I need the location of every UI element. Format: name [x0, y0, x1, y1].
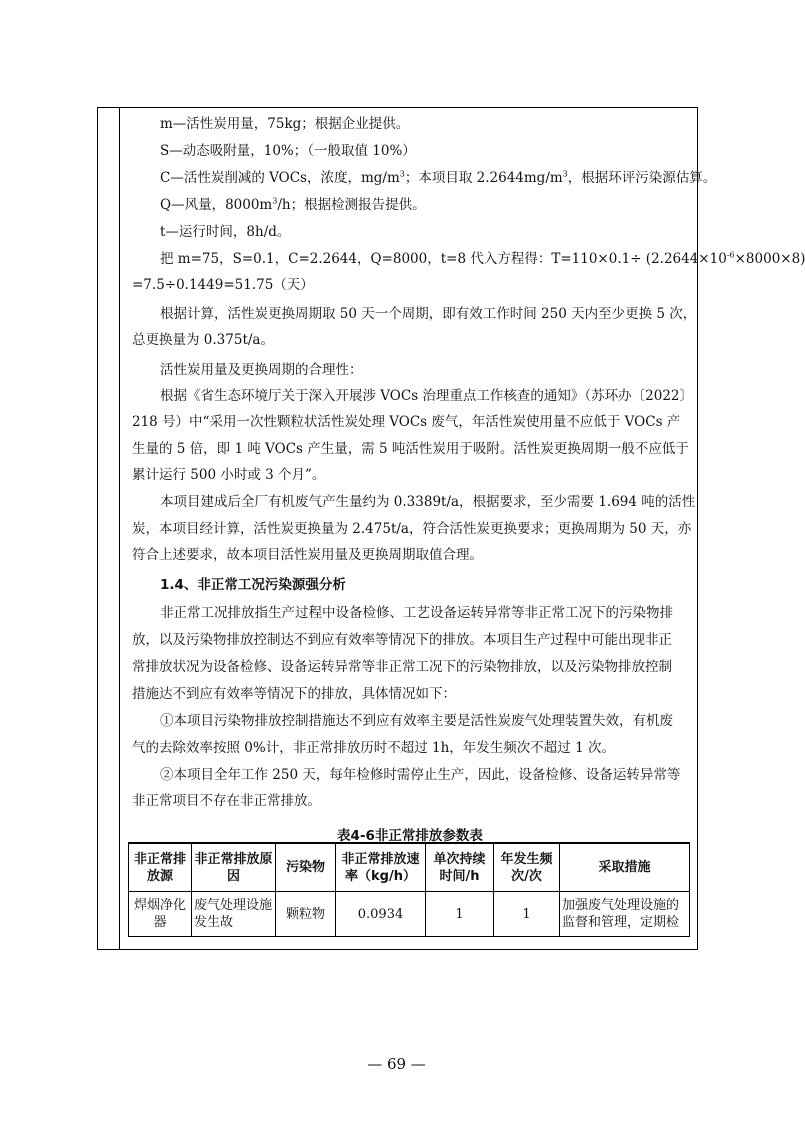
cell-source: 焊烟净化器	[129, 892, 192, 937]
para-line-5: t—运行时间，8h/d。	[160, 224, 291, 240]
para-line-4	[160, 197, 426, 213]
para-line-2: S—动态吸附量，10%；（一般取值 10%）	[160, 143, 416, 159]
header-duration: 单次持续时间/h	[426, 843, 494, 892]
text-fragment: 把 m=75，S=0.1，C=2.2644，Q=8000，t=8 代入方程得：T=110×0.1÷ (2.2644×10	[160, 251, 727, 267]
para-line-16: 炭，本项目经计算，活性炭更换量为 2.475t/a，符合活性炭更换要求；更换周期为 50 天，亦	[132, 521, 692, 537]
superscript: 3	[562, 169, 568, 179]
cell-reason: 废气处理设施发生故	[192, 892, 276, 937]
text-fragment: ；本项目取 2.2644mg/m	[404, 170, 563, 186]
header-reason: 非正常排放原因	[192, 843, 276, 892]
para-line-8: 根据计算，活性炭更换周期取 50 天一个周期，即有效工作时间 250 天内至少更换 5 次，	[160, 306, 697, 322]
text-fragment: /h；根据检测报告提供。	[277, 197, 426, 213]
para-line-24: ②本项目全年工作 250 天，每年检修时需停止生产，因此，设备检修、设备运转异常等	[160, 767, 681, 783]
header-measure: 采取措施	[560, 843, 690, 892]
para-line-25: 非正常项目不存在非正常排放。	[132, 793, 321, 809]
cell-frequency: 1	[494, 892, 560, 937]
table-header-row	[129, 843, 690, 892]
header-rate: 非正常排放速率（kg/h）	[336, 843, 426, 892]
para-line-17: 符合上述要求，故本项目活性炭用量及更换周期取值合理。	[132, 547, 483, 563]
table-caption: 表4-6非正常排放参数表	[337, 828, 483, 844]
para-line-23: 气的去除效率按照 0%计，非正常排放历时不超过 1h，年发生频次不超过 1 次。	[132, 740, 615, 756]
para-line-18: 非正常工况排放指生产过程中设备检修、工艺设备运转异常等非正常工况下的污染物排	[160, 605, 673, 621]
superscript: 3	[399, 169, 405, 179]
para-line-6	[160, 251, 805, 267]
text-fragment: Q—风量，8000m	[160, 197, 273, 213]
para-line-3	[160, 170, 716, 186]
para-line-1: m—活性炭用量，75kg；根据企业提供。	[160, 116, 410, 132]
cell-measure: 加强废气处理设施的监督和管理，定期检	[560, 892, 690, 937]
para-line-10: 活性炭用量及更换周期的合理性：	[160, 362, 363, 378]
abnormal-emission-table	[128, 842, 690, 937]
para-line-22: ①本项目污染物排放控制措施达不到应有效率主要是活性炭废气处理装置失效，有机废	[160, 713, 673, 729]
para-line-21: 措施达不到应有效率等情况下的排放，具体情况如下：	[132, 686, 456, 702]
para-line-9: 总更换量为 0.375t/a。	[132, 332, 274, 348]
text-fragment: ×8000×8)	[734, 251, 805, 267]
superscript: -6	[726, 250, 735, 260]
superscript: 3	[272, 196, 278, 206]
cell-pollutant: 颗粒物	[276, 892, 336, 937]
table-row	[129, 892, 690, 937]
para-line-11: 根据《省生态环境厅关于深入开展涉 VOCs 治理重点工作核查的通知》（苏环办〔2022〕	[160, 388, 694, 404]
header-frequency: 年发生频次/次	[494, 843, 560, 892]
para-line-15: 本项目建成后全厂有机废气产生量约为 0.3389t/a，根据要求，至少需要 1.694 吨的活性	[160, 494, 696, 510]
para-line-19: 放，以及污染物排放控制达不到应有效率等情况下的排放。本项目生产过程中可能出现非正	[132, 632, 672, 648]
frame-divider	[119, 107, 120, 950]
para-line-12: 218 号）中“采用一次性颗粒状活性炭处理 VOCs 废气，年活性炭使用量不应低于 VOCs 产	[132, 414, 681, 430]
header-pollutant: 污染物	[276, 843, 336, 892]
para-line-14: 累计运行 500 小时或 3 个月”。	[132, 467, 326, 483]
cell-rate: 0.0934	[336, 892, 426, 937]
para-line-7: =7.5÷0.1449=51.75（天）	[132, 277, 314, 293]
text-fragment: C—活性炭削减的 VOCs，浓度，mg/m	[160, 170, 400, 186]
para-line-20: 常排放状况为设备检修、设备运转异常等非正常工况下的污染物排放，以及污染物排放控制	[132, 659, 672, 675]
header-source: 非正常排放源	[129, 843, 192, 892]
para-line-13: 生量的 5 倍，即 1 吨 VOCs 产生量，需 5 吨活性炭用于吸附。活性炭更换周期一般不应低于	[132, 441, 689, 457]
page-number: — 69 —	[367, 1055, 426, 1073]
section-heading: 1.4、非正常工况污染源强分析	[160, 577, 346, 593]
text-fragment: ，根据环评污染源估算。	[567, 170, 717, 186]
cell-duration: 1	[426, 892, 494, 937]
